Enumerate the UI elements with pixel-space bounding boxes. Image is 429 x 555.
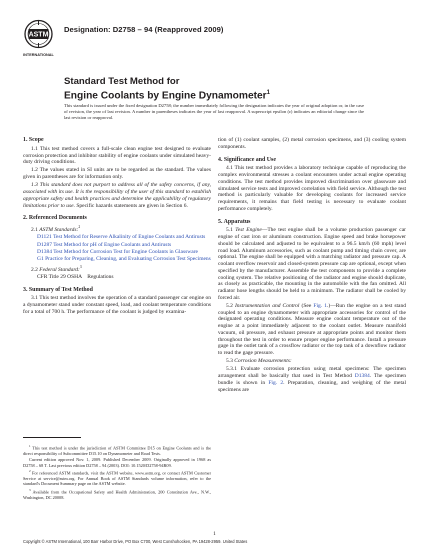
paragraph-5-3: 5.3 Corrosion Measurements: bbox=[226, 358, 292, 365]
paragraph-5-3-1: 5.3.1 Evaluate corrosion protection using metal specimens: The specimen arrangement shall be basically that used in Test Method D1384. The specimen bundle is shown in Fig. 2. Preparation, cleaning, and weighing of the metal specimens are bbox=[218, 366, 406, 393]
svg-text:ASTM: ASTM bbox=[28, 31, 49, 39]
section-heading-significance: 4. Significance and Use bbox=[218, 156, 276, 163]
safety-caveat: 1.3 This standard does not purport to address all of the safety concerns, if any, associated with its use. It is the responsibility of the user of this standard to establish appropriate safety and health practices and determine the applicability of regulatory limitations prior to use. bbox=[23, 182, 211, 209]
section-heading-referenced-documents: 2. Referenced Documents bbox=[23, 215, 87, 222]
federal-standard-label: 2.2 Federal Standard:$^3$ bbox=[31, 264, 82, 273]
reference-code[interactable]: D1121 bbox=[37, 234, 52, 241]
page-number: 1 bbox=[213, 531, 216, 537]
federal-standard-item: CFR Title 29 OSHA Regulations bbox=[37, 273, 114, 280]
section-heading-apparatus: 5. Apparatus bbox=[218, 218, 251, 225]
section-heading-summary: 3. Summary of Test Method bbox=[23, 286, 93, 293]
reference-link-d1384[interactable] bbox=[37, 249, 211, 256]
reference-link-d1287[interactable] bbox=[37, 242, 211, 249]
footnotes bbox=[23, 444, 211, 501]
title-line-2 bbox=[64, 87, 270, 102]
reference-code[interactable]: D1384 bbox=[37, 248, 52, 255]
paragraph-1-3 bbox=[23, 182, 211, 209]
document-title bbox=[64, 76, 270, 102]
astm-logo-icon bbox=[23, 19, 54, 61]
reference-link-d1121[interactable] bbox=[37, 234, 211, 241]
designation: Designation: D2758 – 94 (Reapproved 2009) bbox=[64, 25, 224, 34]
figure-link-fig-2[interactable]: Fig. 2 bbox=[268, 379, 284, 386]
footnote-1: $^1$ This test method is under the jurisdiction of ASTM Committee D15 on Engine Coolants and is the direct responsibility of Subcommittee D15.10 on Dynamometer and Road Tests. bbox=[23, 444, 211, 456]
reference-code[interactable]: G1 bbox=[37, 256, 44, 263]
title-footnote-mark: 1 bbox=[266, 90, 270, 96]
reference-link-g1[interactable] bbox=[37, 256, 211, 263]
intro-note: This standard is issued under the fixed designation D2758; the number immediately following the designation indicates the year of original adoption or, in the case of revision, the year of last revision. A number in parentheses indicates the year of last reapproval. A superscript epsilon (ε) indicates an editorial change since the last revision or reapproval. bbox=[64, 103, 364, 120]
footnote-1-edition: Current edition approved Nov. 1, 2009. Published December 2009. Originally approved in 1968 as D2758 – 68 T. Last previous edition D2758 – 94 (2003). DOI: 10.1520/D2758-94R09. bbox=[23, 457, 211, 468]
paragraph-3-1: 3.1 This test method involves the operation of a standard passenger car engine on a dynamometer stand under constant speed, load, and coolant temperature conditions for a total of 700 h. The performance of the coolant is judged by examina- bbox=[23, 295, 211, 315]
paragraph-1-1: 1.1 This test method covers a full-scale clean engine test designed to evaluate corrosion protection and inhibitor stability of engine coolants under simulated heavy-duty driving conditions. bbox=[23, 145, 211, 166]
reference-title[interactable]: Test Method for Reserve Alkalinity of Engine Coolants and Antirusts bbox=[53, 234, 206, 241]
footnote-2: $^2$ For referenced ASTM standards, visit the ASTM website, www.astm.org, or contact ASTM Customer Service at service@astm.org. For Annual Book of ASTM Standards volume information, refer to the standard's Document Summary page on the ASTM website. bbox=[23, 469, 211, 487]
reference-title[interactable]: Test Method for Corrosion Test for Engine Coolants in Glassware bbox=[53, 248, 198, 255]
right-column bbox=[218, 137, 406, 395]
figure-link-fig-1[interactable]: Fig. 1 bbox=[313, 302, 327, 309]
paragraph-5-1: 5.1 Test Engine—The test engine shall be a volume production passenger car engine of cast iron or aluminum construction. Engine speed and brake horsepower should be calculated and adjusted to be equivalent to a 96.5 km/h (60 mph) level road load. Aluminum accessories, such as coolant pump and timing chain cover, are optional. The engine shall be equipped with a matching radiator and pressure cap. A coolant overflow reservoir and closed-system pressure cap are optional, except when specified by the manufacturer. Assemble the test components to provide a complete cooling system. The relative positioning of the radiator and engine should duplicate, as closely as practicable, the mounting in the automobile with the fan omitted. All radiator hose lengths should be held to a minimum. The radiator shall be cooled by forced air. bbox=[218, 227, 406, 301]
footnote-3: $^3$ Available from the Occupational Safety and Health Administration, 200 Constitution Ave., N.W., Washington, DC 20008. bbox=[23, 488, 211, 500]
reference-title[interactable]: Practice for Preparing, Cleaning, and Evaluating Corrosion Test Specimens bbox=[45, 256, 211, 263]
safety-caveat-tail: Specific hazards statements are given in Section 6. bbox=[74, 202, 188, 209]
svg-text:INTERNATIONAL: INTERNATIONAL bbox=[23, 53, 54, 57]
reference-link-d1384-inline[interactable]: D1384 bbox=[354, 373, 370, 380]
paragraph-3-1-continued: tion of (1) coolant samples, (2) metal corrosion specimens, and (3) cooling system components. bbox=[218, 137, 406, 150]
reference-code[interactable]: D1287 bbox=[37, 241, 52, 248]
astm-standards-label: 2.1 ASTM Standards:$^2$ bbox=[31, 225, 81, 233]
paragraph-5-2: 5.2 Instrumentation and Control (See Fig. 1.)—Run the engine on a test stand coupled to an engine dynamometer with appropriate accessories for control of the designated operating conditions. Measure engine coolant temperature out of the engine at a point immediately adjacent to the coolant outlet. Measure manifold vacuum, oil pressure, and exhaust pressure at appropriate points and monitor them throughout the test in order to ensure proper engine performance. Install a pressure gage in the outlet tank of a crossflow radiator or the top tank of a downflow radiator to read the gage pressure. bbox=[218, 302, 406, 357]
section-heading-scope: 1. Scope bbox=[23, 137, 44, 143]
title-text: Engine Coolants by Engine Dynamometer bbox=[64, 90, 267, 102]
copyright-notice: Copyright © ASTM International, 100 Barr Harbor Drive, PO Box C700, West Conshohocken, PA 19428-2959. United States bbox=[23, 539, 248, 544]
paragraph-4-1: 4.1 This test method provides a laboratory technique capable of reproducing the complex environmental stresses a coolant encounters under actual engine operating conditions. The test method provides improved discrimination over glassware and simulated service tests and improved correlation with field service. Although the test method is particularly valuable for developing coolants for increased service requirements, it remains that field testing is necessary to evaluate coolant performance completely. bbox=[218, 165, 406, 212]
left-column bbox=[23, 137, 211, 317]
astm-logo bbox=[23, 19, 54, 61]
footnote-divider bbox=[23, 437, 81, 438]
title-line-1: Standard Test Method for bbox=[64, 76, 180, 87]
reference-title[interactable]: Test Method for pH of Engine Coolants and Antirusts bbox=[53, 241, 172, 248]
paragraph-1-2: 1.2 The values stated in SI units are to be regarded as the standard. The values given in parentheses are for information only. bbox=[23, 167, 211, 181]
